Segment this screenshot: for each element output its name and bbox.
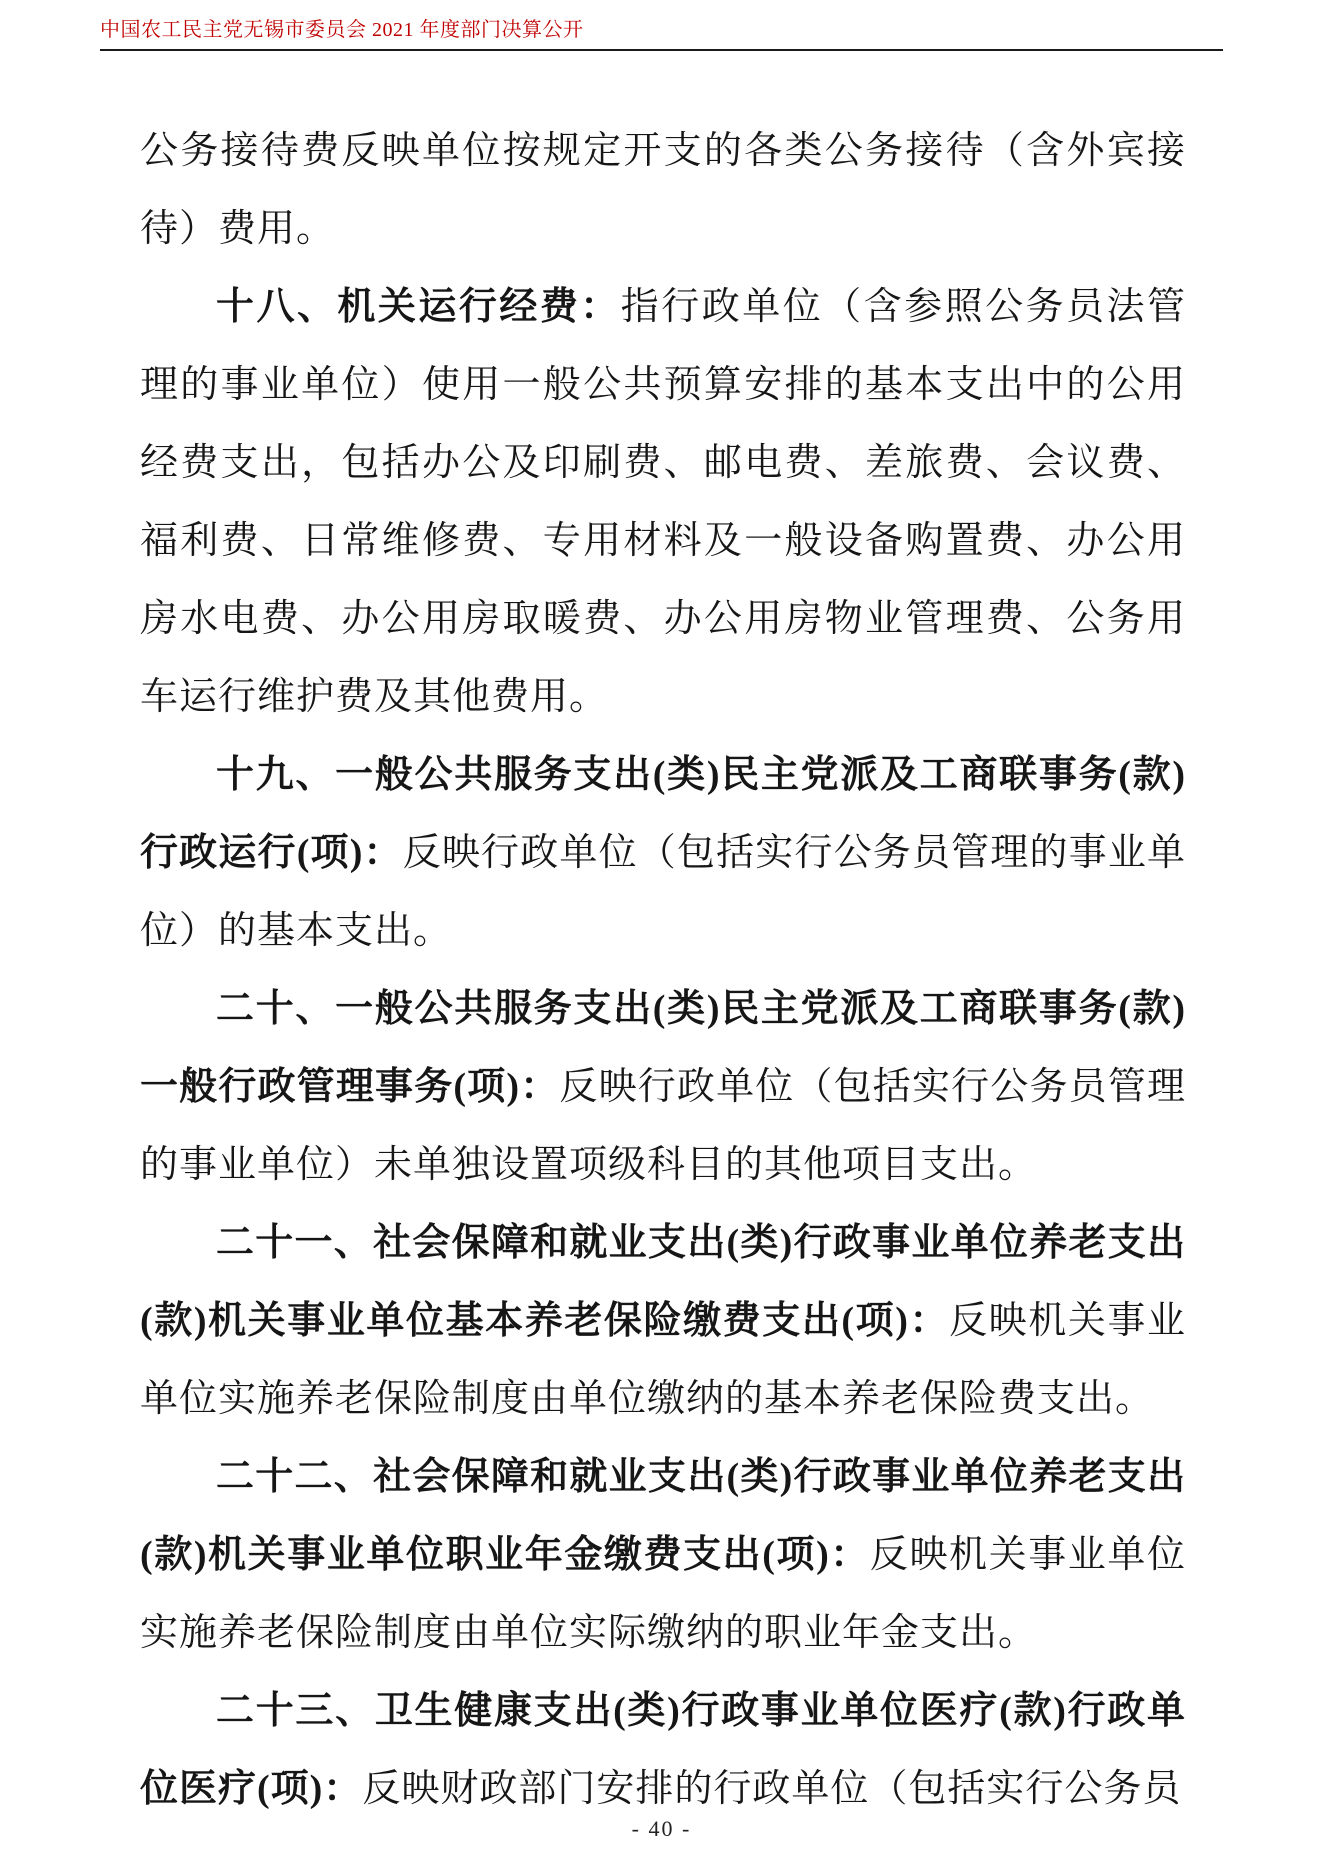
page-header [100, 0, 1223, 51]
paragraph-item-20 [140, 970, 1186, 1204]
paragraph-lead: 二十、一般公共服务支出(类)民主党派及工商联事务(款)一般行政管理事务(项)： [140, 988, 1186, 1108]
page-header-title: 中国农工民主党无锡市委员会 2021 年度部门决算公开 [100, 19, 584, 41]
paragraph-text: 反映财政部门安排的行政单位（包括实行公务员 [362, 1768, 1182, 1810]
paragraph-item-19 [140, 736, 1186, 970]
paragraph-item-22 [140, 1438, 1186, 1672]
paragraph-lead: 二十二、社会保障和就业支出(类)行政事业单位养老支出(款)机关事业单位职业年金缴费支出(项)： [140, 1456, 1186, 1576]
paragraph-lead: 十九、一般公共服务支出(类)民主党派及工商联事务(款)行政运行(项)： [140, 754, 1186, 874]
paragraph-lead: 二十三、卫生健康支出(类)行政事业单位医疗(款)行政单位医疗(项)： [140, 1690, 1186, 1810]
document-body [140, 112, 1186, 1828]
paragraph-item-18 [140, 268, 1186, 736]
paragraph-text: 公务接待费反映单位按规定开支的各类公务接待（含外宾接待）费用。 [140, 130, 1186, 250]
paragraph-text: 反映行政单位（包括实行公务员管理的事业单位）未单独设置项级科目的其他项目支出。 [140, 1066, 1186, 1186]
paragraph-text: 反映机关事业单位实施养老保险制度由单位缴纳的基本养老保险费支出。 [140, 1300, 1186, 1420]
paragraph-lead: 十八、机关运行经费： [216, 286, 621, 328]
paragraph-item-23 [140, 1672, 1186, 1828]
page-number: - 40 - [631, 1816, 692, 1841]
paragraph-text: 反映机关事业单位实施养老保险制度由单位实际缴纳的职业年金支出。 [140, 1534, 1186, 1654]
paragraph-item-21 [140, 1204, 1186, 1438]
paragraph-text: 指行政单位（含参照公务员法管理的事业单位）使用一般公共预算安排的基本支出中的公用经费支出，包括办公及印刷费、邮电费、差旅费、会议费、福利费、日常维修费、专用材料及一般设备购置费、办公用房水电费、办公用房取暖费、办公用房物业管理费、公务用车运行维护费及其他费用。 [140, 286, 1186, 718]
paragraph-lead: 二十一、社会保障和就业支出(类)行政事业单位养老支出(款)机关事业单位基本养老保险缴费支出(项)： [140, 1222, 1186, 1342]
page-footer [0, 1816, 1323, 1842]
paragraph-text: 反映行政单位（包括实行公务员管理的事业单位）的基本支出。 [140, 832, 1186, 952]
paragraph-continued [140, 112, 1186, 268]
